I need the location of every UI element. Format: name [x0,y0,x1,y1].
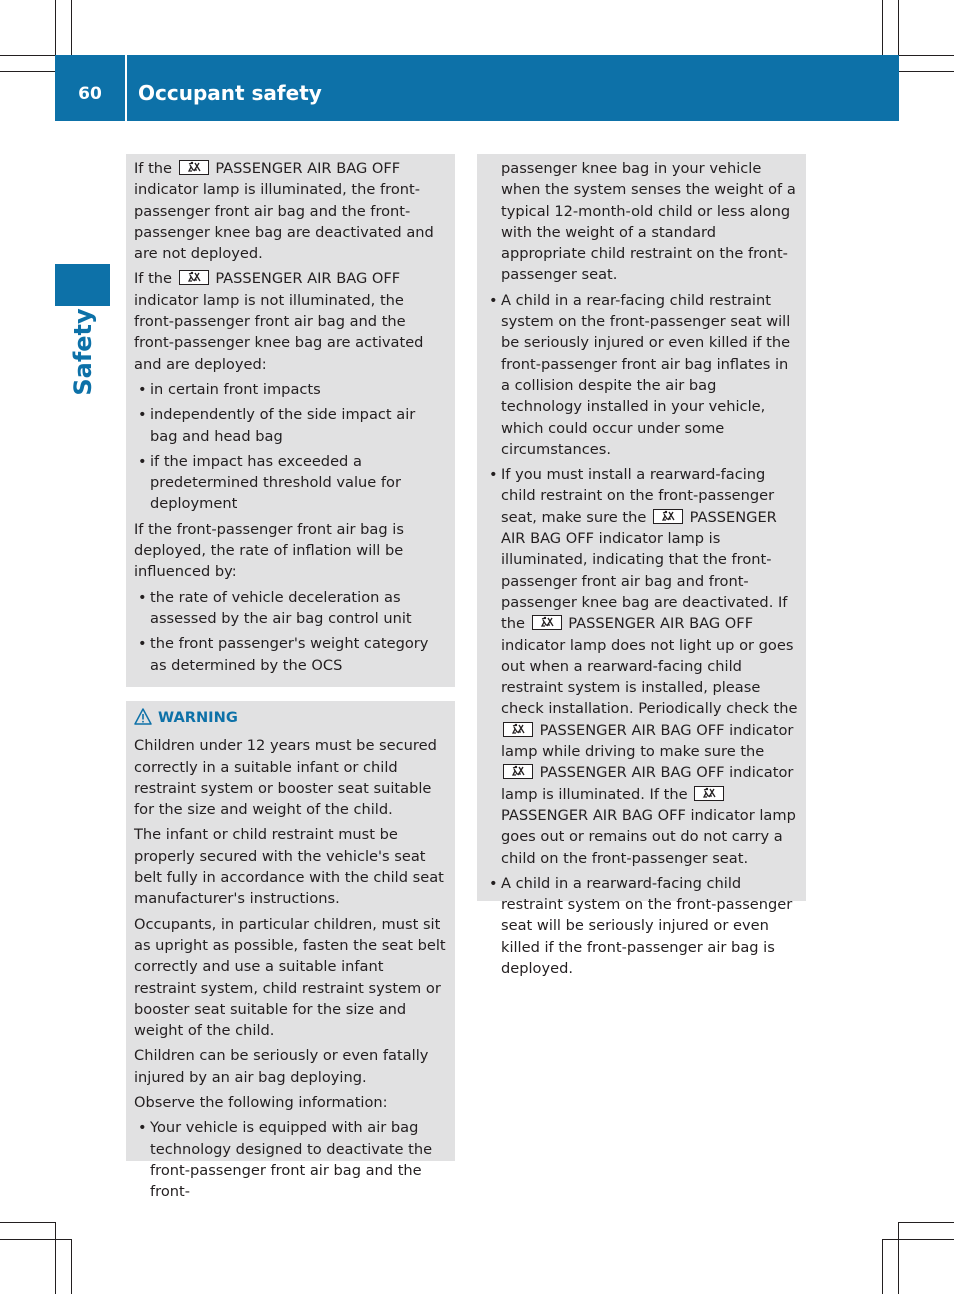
list-item: • the rate of vehicle deceleration as assessed by the air bag control unit [134,587,447,630]
list-item: • independently of the side impact air bag and head bag [134,404,447,447]
paragraph: If the front-passenger front air bag is deployed, the rate of inflation will be influenced by: [134,520,404,581]
passenger-air-bag-off-icon [694,786,724,801]
passenger-air-bag-off-icon [653,509,683,524]
paragraph: If the PASSENGER AIR BAG OFF indicator lamp is illuminated, the front-passenger front air bag and the front-passenger knee bag are deactivated and are not deployed. [134,160,434,263]
paragraph: Children can be seriously or even fatally injured by an air bag deploying. [134,1047,429,1086]
paragraph: Observe the following information: [134,1094,388,1112]
list-item: • A child in a rear-facing child restraint system on the front-passenger seat will be seriously injured or even killed if the front-passenger front air bag inflates in a collision despite the air bag technology installed in your vehicle, which could occur under some circumstances. [485,290,798,460]
passenger-air-bag-off-icon [532,615,562,630]
page-header [55,55,899,121]
passenger-air-bag-off-icon [503,764,533,779]
paragraph: Children under 12 years must be secured correctly in a suitable infant or child restraint system or booster seat suitable for the size and weight of the child. [134,737,437,819]
side-tab-label: Safety [69,308,97,396]
list-item: • in certain front impacts [134,379,447,400]
passenger-air-bag-off-icon [179,270,209,285]
paragraph: If the PASSENGER AIR BAG OFF indicator lamp is not illuminated, the front-passenger front air bag and the front-passenger knee bag are activated and are deployed: [134,270,424,373]
paragraph: The infant or child restraint must be properly secured with the vehicle's seat belt fully in accordance with the child seat manufacturer's instructions. [134,826,444,908]
bullet-list [134,587,447,676]
list-item: • the front passenger's weight category as determined by the OCS [134,633,447,676]
warning-heading: WARNING [134,707,447,731]
info-box [126,154,455,687]
list-item: • A child in a rearward-facing child restraint system on the front-passenger seat will be seriously injured or even killed if the front-passenger air bag is deployed. [485,873,798,979]
list-item: • Your vehicle is equipped with air bag technology designed to deactivate the front-passenger front air bag and the front- [134,1117,447,1202]
list-item: • if the impact has exceeded a predetermined threshold value for deployment [134,451,447,515]
warning-triangle-icon [134,708,152,731]
bullet-list [134,1117,447,1202]
warning-box [126,701,455,1201]
section-title: Occupant safety [138,81,322,105]
passenger-air-bag-off-icon [179,160,209,175]
header-divider [125,55,127,121]
list-item: • If you must install a rearward-facing child restraint on the front-passenger seat, make sure the PASSENGER AIR BAG OFF indicator lamp is illuminated, indicating that the front-passenger front air bag and front-passenger knee bag are deactivated. If the PASSENGER AIR BAG OFF indicator lamp does not light up or goes out when a rearward-facing child restraint system is installed, please check installation. Periodically check the PASSENGER AIR BAG OFF indicator lamp while driving to make sure the PASSENGER AIR BAG OFF indicator lamp is illuminated. If the PASSENGER AIR BAG OFF indicator lamp goes out or remains out do not carry a child on the front-passenger seat. [485,464,798,869]
bullet-list [485,290,798,980]
paragraph: Occupants, in particular children, must sit as upright as possible, fasten the seat belt correctly and use a suitable infant restraint system, child restraint system or booster seat suitable for the size and weight of the child. [134,915,446,1040]
page-number: 60 [78,84,102,104]
side-tab [55,264,110,306]
paragraph: passenger knee bag in your vehicle when the system senses the weight of a typical 12-month-old child or less along with the weight of a standard appropriate child restraint on the front-passenger seat. [501,160,796,284]
warning-box-continued [477,154,806,977]
bullet-list [134,379,447,515]
passenger-air-bag-off-icon [503,722,533,737]
